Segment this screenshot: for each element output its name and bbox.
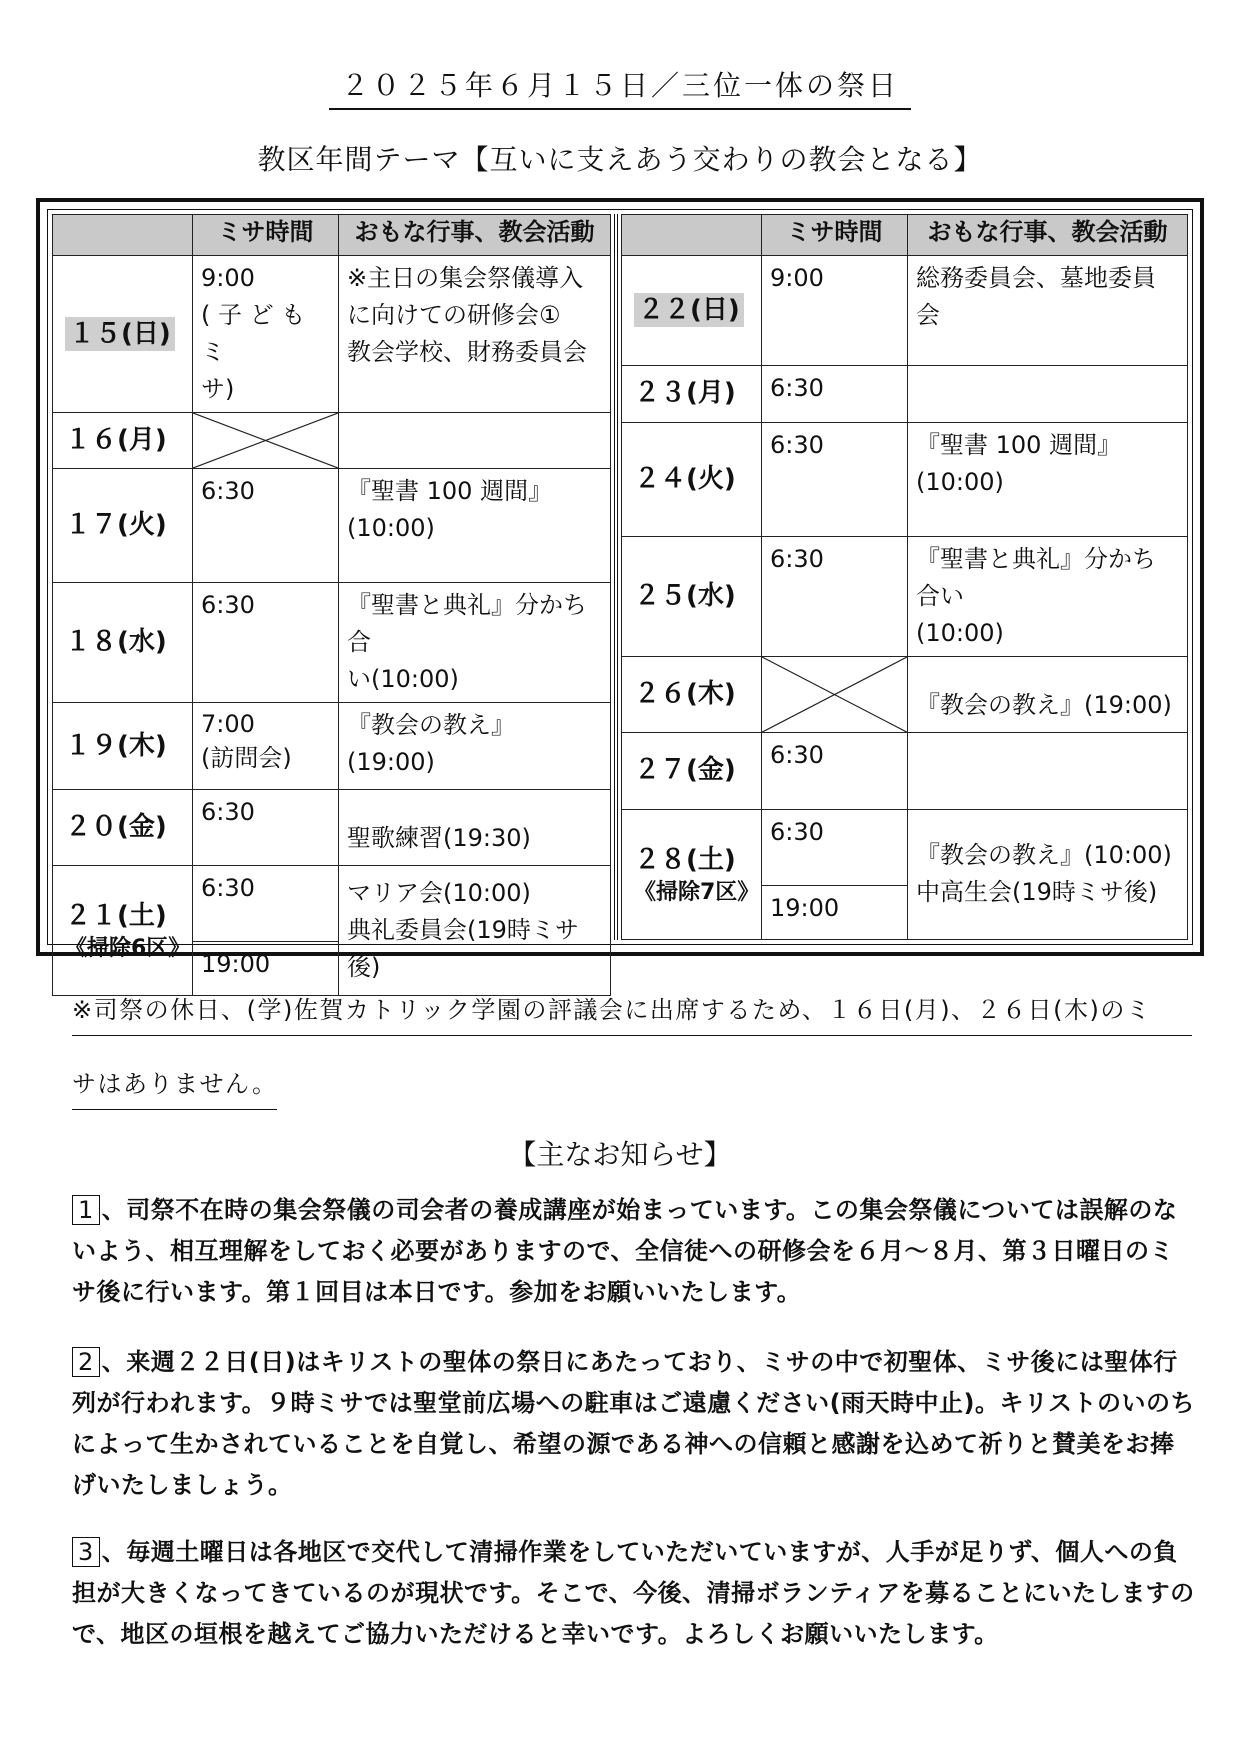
table-row [53,413,611,469]
item-number: 1 [72,1195,100,1225]
announcement-item: 2 、来週２２日(日)はキリストの聖体の祭日にあたっており、ミサの中で初聖体、ミサ後には聖体行列が行われます。９時ミサでは聖堂前広場への駐車はご遠慮ください(雨天時中止)。キリストのいのちによって生かされていることを自覚し、希望の源である神への信頼と感謝を込めて祈りと賛美をお捧げいたしましょう。 [72,1348,1196,1499]
day-cell: １７(火) [53,469,193,583]
table-row [622,422,1188,536]
day-cell: １８(水) [53,583,193,703]
table-row [622,809,1188,885]
header-mass-time: ミサ時間 [193,215,339,256]
day-cell: １９(木) [53,703,193,790]
events-cell [339,413,611,469]
events-cell [908,366,1188,422]
item-number: 3 [72,1537,100,1567]
mass-time-cell: 6:30 [193,583,339,703]
table-row [622,366,1188,422]
table-row [53,790,611,866]
events-cell: 『教会の教え』(19:00) [339,703,611,790]
events-cell: マリア会(10:00) 典礼委員会(19時ミサ 後) [339,866,611,996]
schedule-table-right [621,214,1188,940]
day-cell: ２３(月) [622,366,762,422]
events-cell: ※主日の集会祭儀導入 に向けての研修会① 教会学校、財務委員会 [339,256,611,413]
events-cell: 聖歌練習(19:30) [339,790,611,866]
bulletin-date-title: ２０２５年６月１５日／三位一体の祭日 [0,64,1240,110]
no-mass-note-line2: サはありません。 [72,1064,1192,1110]
schedule-table-left [52,214,611,996]
mass-time-cell: 7:00 (訪問会) [193,703,339,790]
announcements-heading: 【主なお知らせ】 [508,1138,732,1171]
table-row [622,657,1188,733]
day-cell: ２４(火) [622,422,762,536]
events-cell: 『聖書 100 週間』 (10:00) [908,422,1188,536]
column-separator [614,214,618,940]
day-cell: １５(日) [53,256,193,413]
table-row [622,536,1188,656]
mass-time-cell: 19:00 [762,885,908,939]
table-row [622,256,1188,366]
header-blank [53,215,193,256]
cleaning-district: 《掃除7区》 [634,879,760,905]
diocese-theme: 教区年間テーマ【互いに支えあう交わりの教会となる】 [257,143,983,176]
day-cell: ２１(土) 《掃除6区》 [53,866,193,996]
header-events: おもな行事、教会活動 [908,215,1188,256]
table-row [53,469,611,583]
table-row [53,703,611,790]
events-cell: 『聖書と典礼』分かち合い (10:00) [908,536,1188,656]
no-mass-cross [193,413,339,469]
day-cell: ２８(土) 《掃除7区》 [622,809,762,939]
mass-time-cell: 6:30 [762,733,908,809]
mass-time-cell: 19:00 [193,942,339,996]
mass-time-cell: 6:30 [193,790,339,866]
table-row [53,583,611,703]
mass-time-cell: 9:00 [762,256,908,366]
mass-time-cell: 6:30 [762,366,908,422]
events-cell: 総務委員会、墓地委員会 [908,256,1188,366]
events-cell: 『教会の教え』(10:00) 中高生会(19時ミサ後) [908,809,1188,939]
mass-time-cell: 6:30 [762,809,908,885]
announcement-item: 1 、司祭不在時の集会祭儀の司会者の養成講座が始まっています。この集会祭儀については誤解のないよう、相互理解をしておく必要がありますので、全信徒への研修会を６月～８月、第３日曜日のミサ後に行います。第１回目は本日です。参加をお願いいたします。 [72,1196,1178,1306]
day-cell: １６(月) [53,413,193,469]
events-cell: 『聖書と典礼』分かち合 い(10:00) [339,583,611,703]
schedule-frame [36,198,1204,981]
no-mass-cross [762,657,908,733]
day-cell: ２２(日) [622,256,762,366]
header-events: おもな行事、教会活動 [339,215,611,256]
events-cell: 『聖書 100 週間』 (10:00) [339,469,611,583]
table-row [53,866,611,942]
day-cell: ２７(金) [622,733,762,809]
events-cell [908,733,1188,809]
no-mass-note-line1: ※司祭の休日、(学)佐賀カトリック学園の評議会に出席するため、１６日(月)、２６日(木)のミ [72,990,1192,1036]
item-number: 2 [72,1347,100,1377]
day-cell: ２６(木) [622,657,762,733]
table-row [53,256,611,413]
events-cell: 『教会の教え』(19:00) [908,657,1188,733]
mass-time-cell: 6:30 [762,422,908,536]
header-mass-time: ミサ時間 [762,215,908,256]
table-row [622,733,1188,809]
cleaning-district: 《掃除6区》 [65,936,191,961]
mass-time-cell: 9:00 ( 子 ど も ミ サ) [193,256,339,413]
mass-time-cell: 6:30 [762,536,908,656]
header-blank [622,215,762,256]
announcement-item: 3 、毎週土曜日は各地区で交代して清掃作業をしていただいていますが、人手が足りず、個人への負担が大きくなってきているのが現状です。そこで、今後、清掃ボランティアを募ることにいたしますので、地区の垣根を越えてご協力いただけると幸いです。よろしくお願いいたします。 [72,1538,1195,1648]
day-cell: ２０(金) [53,790,193,866]
day-cell: ２５(水) [622,536,762,656]
mass-time-cell: 6:30 [193,469,339,583]
mass-time-cell: 6:30 [193,866,339,942]
